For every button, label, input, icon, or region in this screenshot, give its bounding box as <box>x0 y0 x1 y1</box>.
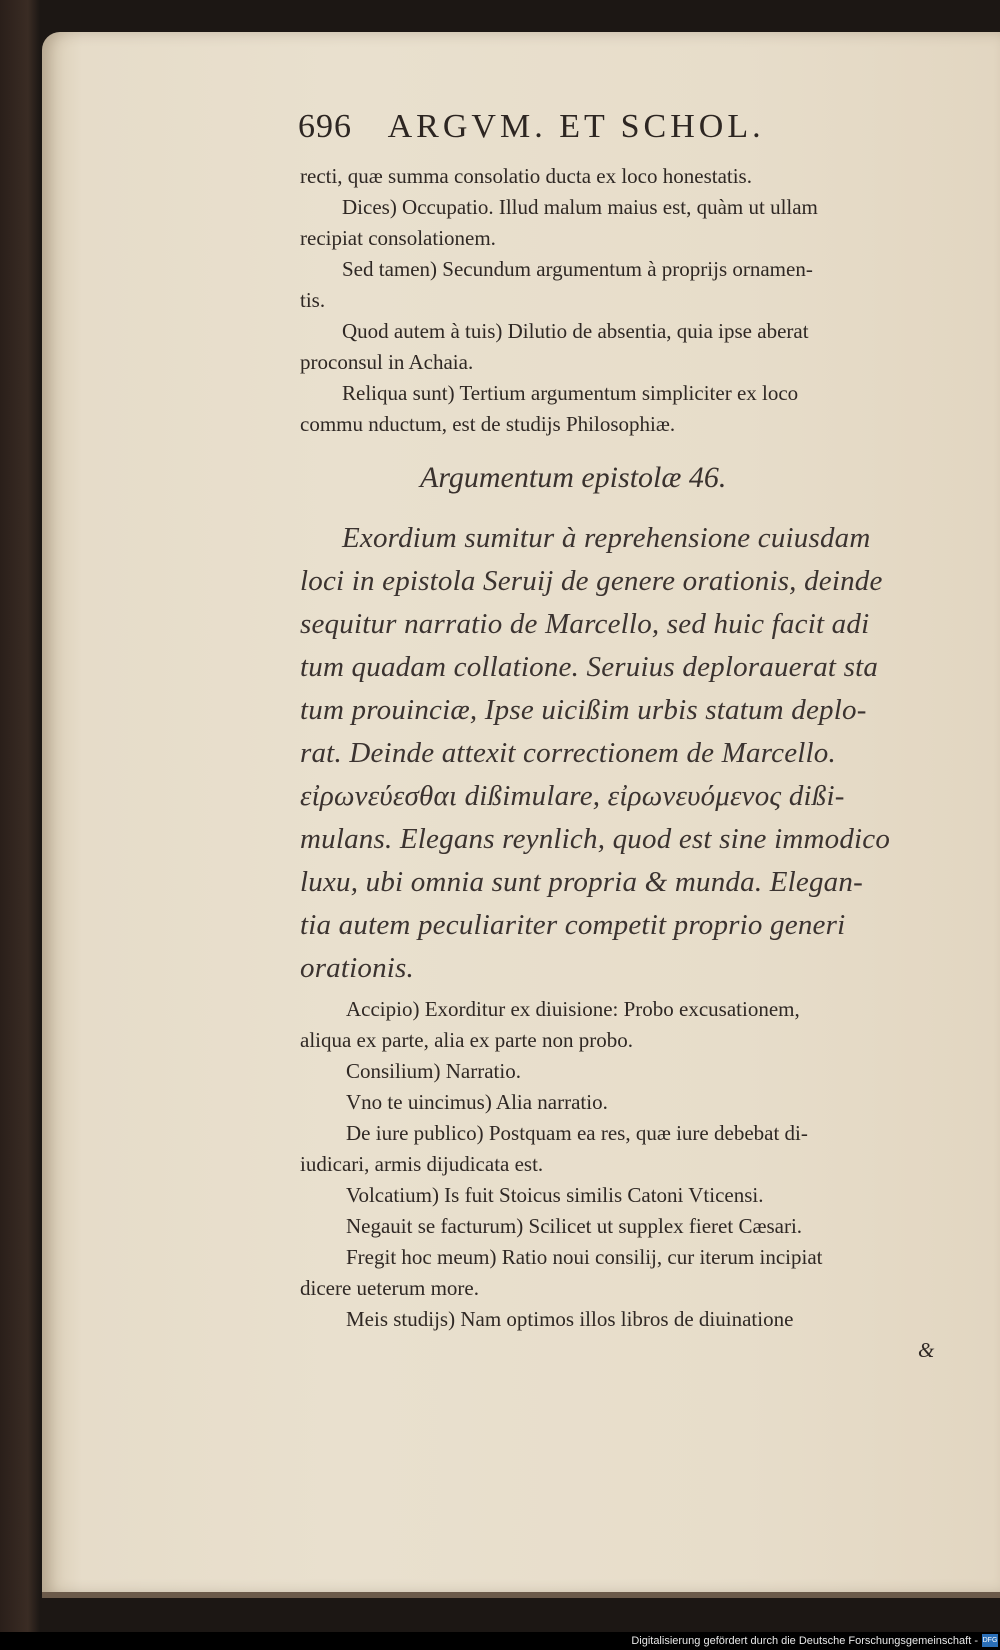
argument-line: εἰρωνεύεσθαι dißimulare, εἰρωνευόμενος dißi- <box>300 780 845 812</box>
argument-line: tum prouinciæ, Ipse uicißim urbis statum deplo- <box>300 694 867 726</box>
running-head <box>298 108 938 158</box>
text-line: dicere ueterum more. <box>300 1276 479 1300</box>
text-line: Meis studijs) Nam optimos illos libros de diuinatione <box>346 1307 794 1331</box>
argument-line: rat. Deinde attexit correctionem de Marcello. <box>300 737 836 769</box>
argument-line: sequitur narratio de Marcello, sed huic facit adi <box>300 608 870 640</box>
text-line: iudicari, armis dijudicata est. <box>300 1152 544 1176</box>
text-line: proconsul in Achaia. <box>300 350 474 374</box>
argument-line: tum quadam collatione. Seruius deplorauerat sta <box>300 651 879 683</box>
text-line: Sed tamen) Secundum argumentum à proprijs ornamen- <box>342 257 813 281</box>
text-line: Negauit se facturum) Scilicet ut supplex fieret Cæsari. <box>346 1214 803 1238</box>
text-line: Reliqua sunt) Tertium argumentum simpliciter ex loco <box>342 381 799 405</box>
text-line: tis. <box>300 288 326 312</box>
argument-line: orationis. <box>300 952 414 984</box>
catchword: & <box>918 1338 935 1362</box>
text-line: Accipio) Exorditur ex diuisione: Probo excusationem, <box>346 997 800 1021</box>
dfg-logo-icon: DFG <box>982 1634 998 1647</box>
argument-line: tia autem peculiariter competit proprio generi <box>300 909 846 941</box>
text-line: Dices) Occupatio. Illud malum maius est, quàm ut ullam <box>342 195 818 219</box>
text-line: recipiat consolationem. <box>300 226 496 250</box>
page-number: 696 <box>298 108 352 145</box>
argument-line: loci in epistola Seruij de genere orationis, deinde <box>300 565 883 597</box>
argument-line: mulans. Elegans reynlich, quod est sine immodico <box>300 823 891 855</box>
text-line: Fregit hoc meum) Ratio noui consilij, cur iterum incipiat <box>346 1245 823 1269</box>
argument-line: luxu, ubi omnia sunt propria & munda. Elegan- <box>300 866 863 898</box>
text-line: Quod autem à tuis) Dilutio de absentia, quia ipse aberat <box>342 319 809 343</box>
page-edge <box>42 1592 1000 1598</box>
text-line: Volcatium) Is fuit Stoicus similis Catoni Vticensi. <box>346 1183 764 1207</box>
text-line: aliqua ex parte, alia ex parte non probo. <box>300 1028 633 1052</box>
running-title: ARGVM. ET SCHOL. <box>387 108 765 145</box>
text-line: Consilium) Narratio. <box>346 1059 521 1083</box>
text-line: recti, quæ summa consolatio ducta ex loco honestatis. <box>300 164 752 188</box>
argument-line: Exordium sumitur à reprehensione cuiusdam <box>342 522 871 554</box>
text-line: Vno te uincimus) Alia narratio. <box>346 1090 608 1114</box>
section-heading: Argumentum epistolæ 46. <box>420 461 727 494</box>
text-line: commu nductum, est de studijs Philosophiæ. <box>300 412 676 436</box>
funding-credit: Digitalisierung gefördert durch die Deutsche Forschungsgemeinschaft - <box>631 1635 978 1647</box>
text-line: De iure publico) Postquam ea res, quæ iure debebat di- <box>346 1121 808 1145</box>
